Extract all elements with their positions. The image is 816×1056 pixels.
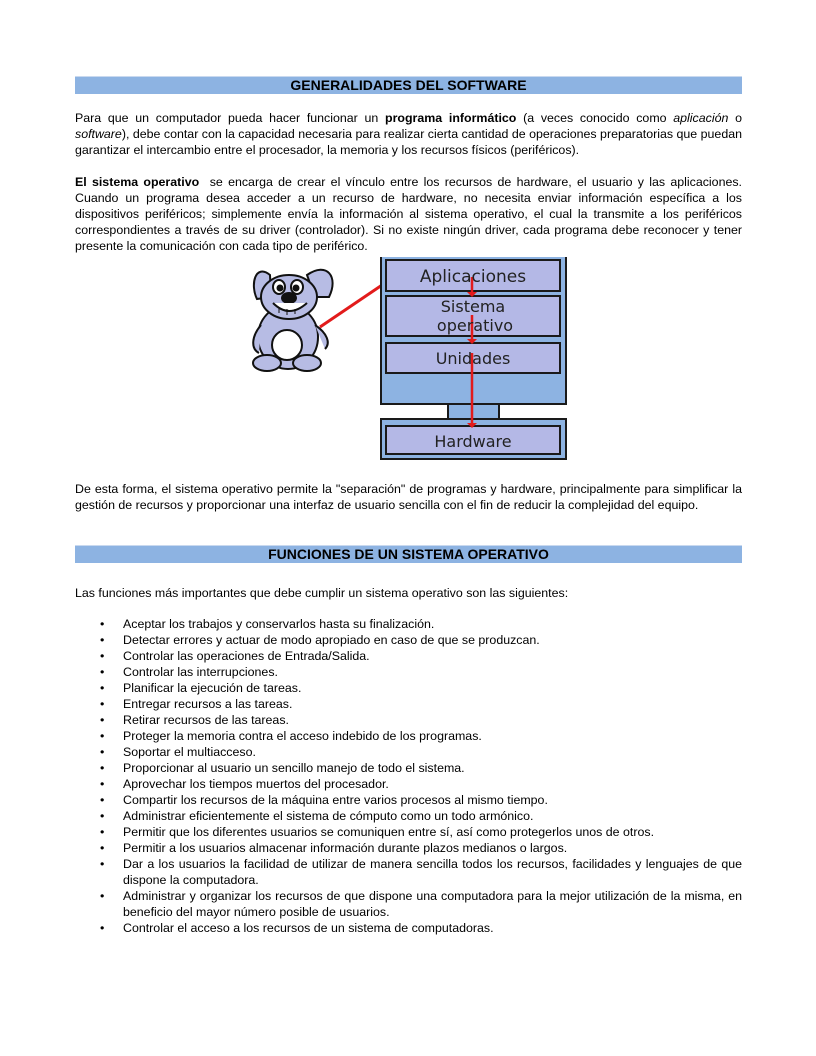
list-item: • Permitir que los diferentes usuarios se comuniquen entre sí, así como protegerlos unos de otros. [75, 824, 742, 840]
list-item: • Controlar el acceso a los recursos de un sistema de computadoras. [75, 920, 742, 936]
paragraph-sistema-operativo: El sistema operativo se encarga de crear el vínculo entre los recursos de hardware, el usuario y las aplicaciones. Cuando un programa desea acceder a un recurso de hardware, no necesita enviar información específica a los dispositivos periféricos; simplemente envía la información al sistema operativo, el cual la transmite a los periféricos correspondientes a través de su driver (controlador). Si no existe ningún driver, cada programa debe reconocer y tener presente la comunicación con cada tipo de periférico. [75, 175, 746, 253]
paragraph-separacion: De esta forma, el sistema operativo permite la "separación" de programas y hardware, principalmente para simplificar la gestión de recursos y proporcionar una interfaz de usuario sencilla con el fin de reducir la complejidad del equipo. [75, 482, 742, 512]
list-item: • Dar a los usuarios la facilidad de utilizar de manera sencilla todos los recursos, facilidades y lenguajes de que dispone la computadora. [75, 856, 742, 888]
list-item: • Permitir a los usuarios almacenar información durante plazos medianos o largos. [75, 840, 742, 856]
layer-label-operativo: operativo [436, 316, 514, 335]
section-heading-generalidades: GENERALIDADES DEL SOFTWARE [75, 76, 742, 94]
list-item: • Retirar recursos de las tareas. [75, 712, 742, 728]
term-sistema-operativo: El sistema operativo [75, 175, 200, 189]
list-item: • Soportar el multiacceso. [75, 744, 742, 760]
list-item: • Entregar recursos a las tareas. [75, 696, 742, 712]
list-item: • Aprovechar los tiempos muertos del procesador. [75, 776, 742, 792]
list-item: • Proteger la memoria contra el acceso indebido de los programas. [75, 728, 742, 744]
list-item: • Proporcionar al usuario un sencillo manejo de todo el sistema. [75, 760, 742, 776]
section-heading-funciones: FUNCIONES DE UN SISTEMA OPERATIVO [75, 545, 742, 563]
layer-label-hardware: Hardware [434, 432, 512, 451]
list-item: • Administrar y organizar los recursos de que dispone una computadora para la mejor utilización de la misma, en beneficio del mayor número posible de usuarios. [75, 888, 742, 920]
paragraph-intro: Para que un computador pueda hacer funcionar un programa informático (a veces conocido como aplicación o software), debe contar con la capacidad necesaria para realizar cierta cantidad de operaciones preparatorias que puedan garantizar el intercambio entre el procesador, la memoria y los recursos físicos (periféricos). [75, 111, 742, 157]
os-layers-diagram [75, 257, 742, 477]
document-page [75, 76, 746, 936]
cartoon-dog-illustration [253, 270, 333, 371]
layer-stack [381, 257, 566, 459]
list-item: • Planificar la ejecución de tareas. [75, 680, 742, 696]
stack-connector [448, 404, 499, 419]
layer-label-unidades: Unidades [435, 349, 511, 368]
functions-list [75, 616, 742, 936]
os-layers-figure [75, 257, 742, 477]
list-item: • Controlar las operaciones de Entrada/Salida. [75, 648, 742, 664]
list-item: • Administrar eficientemente el sistema de cómputo como un todo armónico. [75, 808, 742, 824]
layer-label-aplicaciones: Aplicaciones [419, 267, 527, 287]
list-item: • Aceptar los trabajos y conservarlos hasta su finalización. [75, 616, 742, 632]
layer-label-sistema: Sistema [440, 297, 506, 316]
term-programa-informatico: programa informático [385, 111, 517, 125]
list-item: • Compartir los recursos de la máquina entre varios procesos al mismo tiempo. [75, 792, 742, 808]
list-item: • Controlar las interrupciones. [75, 664, 742, 680]
paragraph-funciones-intro: Las funciones más importantes que debe cumplir un sistema operativo son las siguientes: [75, 586, 569, 600]
list-item: • Detectar errores y actuar de modo apropiado en caso de que se produzcan. [75, 632, 742, 648]
